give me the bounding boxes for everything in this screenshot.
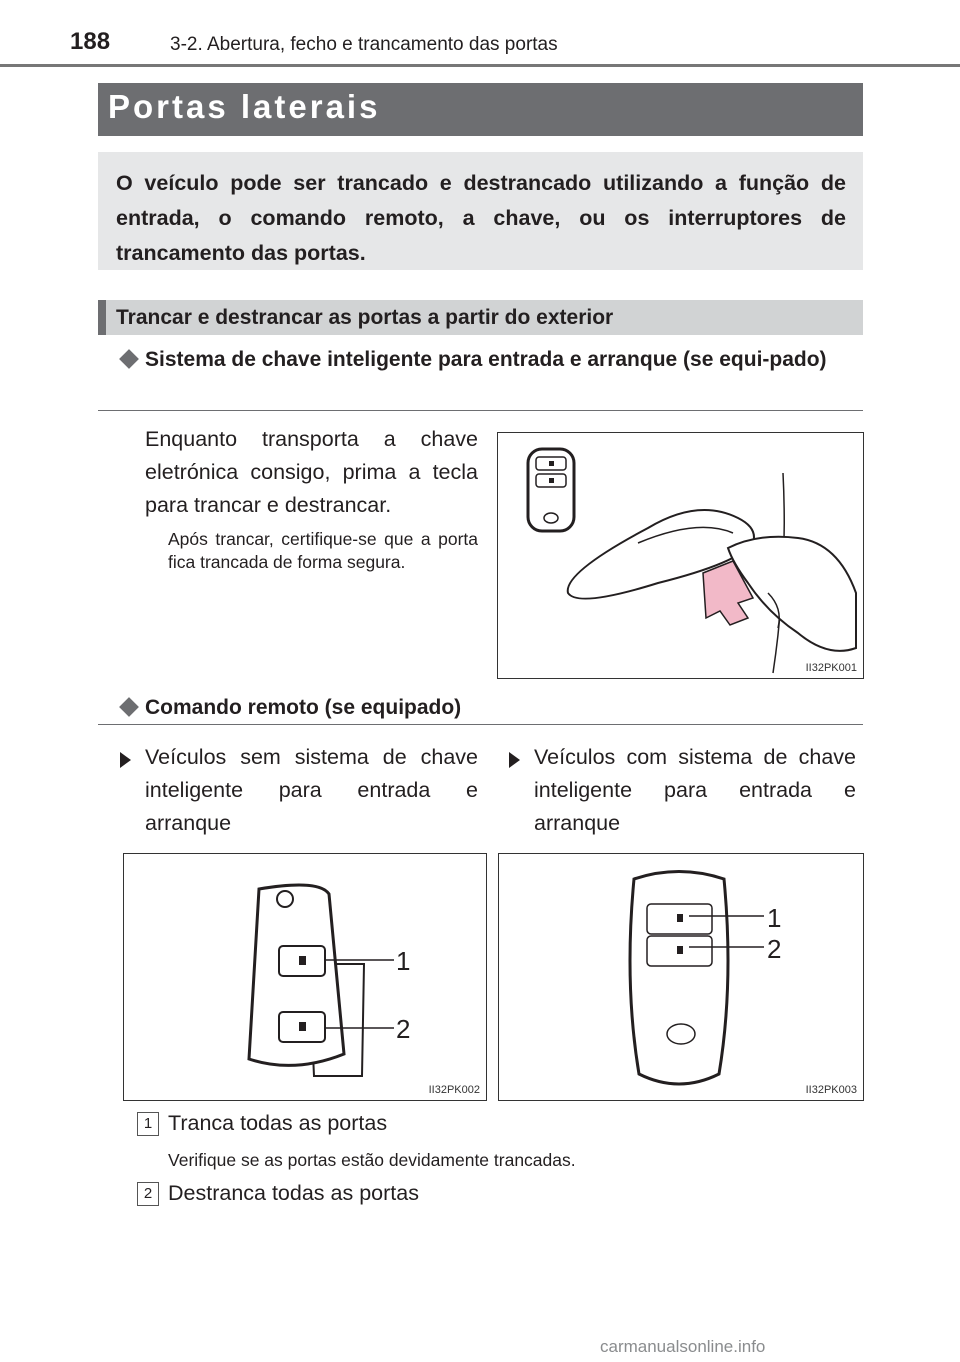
diamond-bullet-icon: [119, 349, 139, 369]
smart-key-heading: Sistema de chave inteligente para entrada e arranque (se equi-pado): [145, 348, 827, 371]
figure-code: II32PK001: [805, 662, 857, 674]
smart-key-illustration: [499, 854, 863, 1100]
callout-2: 2: [396, 1014, 411, 1044]
page-number: 188: [70, 28, 111, 55]
subheading-divider: [98, 724, 863, 725]
legend-number: 1: [137, 1112, 159, 1136]
smart-key-figure: [498, 853, 864, 1101]
callout-1: 1: [767, 903, 782, 933]
triangle-bullet-icon: [509, 752, 520, 768]
figure-code: II32PK003: [805, 1084, 857, 1096]
door-handle-figure: [497, 432, 864, 679]
diamond-bullet-icon: [119, 697, 139, 717]
callout-2: 2: [767, 934, 782, 964]
remote-right-label: Veículos com sistema de chave inteligente para entrada e arranque: [534, 745, 856, 835]
smart-key-note: Após trancar, certifique-se que a porta fica trancada de forma segura.: [168, 529, 478, 572]
legend-item-note: Verifique se as portas estão devidamente trancadas.: [168, 1150, 576, 1170]
remote-left-label: Veículos sem sistema de chave inteligente para entrada e arranque: [145, 745, 478, 835]
triangle-bullet-icon: [120, 752, 131, 768]
remote-heading: Comando remoto (se equipado): [145, 696, 462, 719]
flip-key-illustration: [124, 854, 486, 1100]
callout-1: 1: [396, 946, 411, 976]
watermark: carmanualsonline.info: [600, 1337, 766, 1356]
figure-code: II32PK002: [428, 1084, 480, 1096]
section-heading-marker: [98, 300, 106, 335]
running-header: 3-2. Abertura, fecho e trancamento das portas: [170, 34, 558, 55]
header-divider: [0, 64, 960, 67]
flip-key-figure: [123, 853, 487, 1101]
legend-item-text: Destranca todas as portas: [168, 1181, 419, 1205]
page-title: Portas laterais: [108, 88, 381, 125]
subheading-divider: [98, 410, 863, 411]
smart-key-text: Enquanto transporta a chave eletrónica consigo, prima a tecla para trancar e destrancar.: [145, 427, 478, 517]
door-handle-illustration: [498, 433, 863, 678]
legend-item-text: Tranca todas as portas: [168, 1111, 388, 1135]
legend-number: 2: [137, 1182, 159, 1206]
section-heading: Trancar e destrancar as portas a partir do exterior: [116, 306, 614, 329]
intro-text: O veículo pode ser trancado e destrancado utilizando a função de entrada, o comando remoto, a chave, ou os interruptores de trancamento das portas.: [116, 171, 846, 265]
